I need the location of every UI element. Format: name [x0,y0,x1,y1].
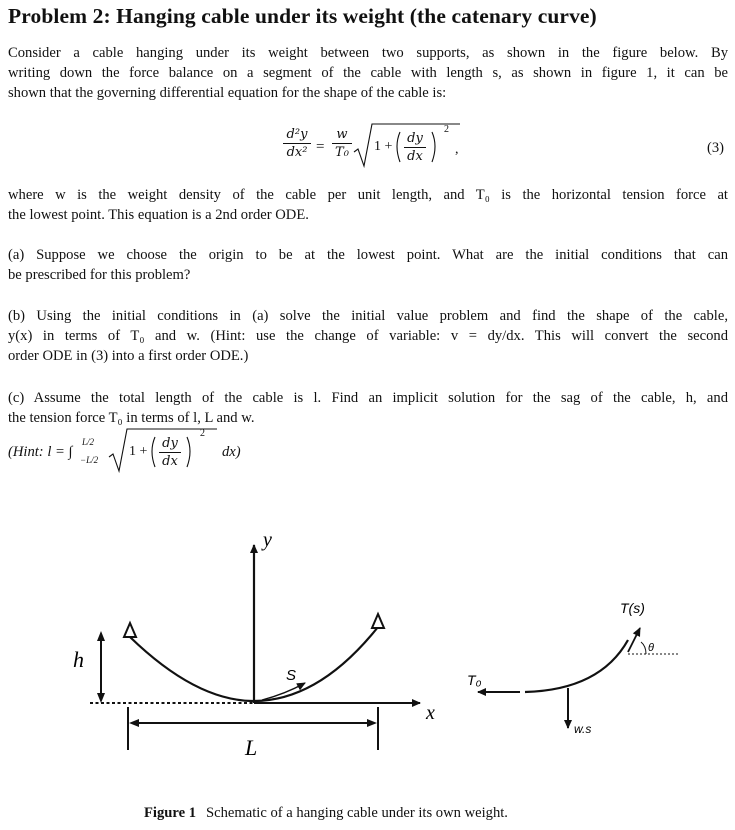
part-b-line: (b) Using the initial conditions in (a) solve the initial value problem and find the shape of the cable, [8,308,728,324]
T0-label: T₀ [467,672,482,688]
hint-suffix: dx) [222,444,241,460]
after-eq-line: where w is the weight density of the cable per unit length, and T₀ is the horizontal tension force at [8,187,728,203]
segment-curve [525,640,628,692]
hint-prefix: (Hint: l = ∫ [8,444,73,460]
intro-line: Consider a cable hanging under its weight between two supports, as shown in the figure below. By [8,45,728,61]
h-arrow-down-icon [97,693,105,703]
hint-one-plus: 1 + [129,444,148,459]
intro-line: shown that the governing differential equation for the shape of the cable is: [8,85,447,101]
L-arrow-left-icon [129,719,139,727]
figure-caption-text: Schematic of a hanging cable under its own weight. [206,805,508,821]
hint-numerator: dy [162,436,178,451]
eq-comma: , [455,142,459,157]
x-label: x [426,702,435,724]
eq-lhs-numerator: d²y [286,127,308,142]
intro-line: writing down the force balance on a segment of the cable with length s, as shown in figure 1, it can be [8,65,728,81]
part-c-line: (c) Assume the total length of the cable is l. Find an implicit solution for the sag of the cable, h, and [8,390,728,406]
eq-exponent: 2 [444,124,449,135]
hint-denominator: dx [162,454,178,469]
h-arrow-up-icon [97,631,105,641]
s-label: S [286,667,297,684]
figure-caption [144,805,508,822]
Ts-label: T(s) [620,600,645,616]
Ts-arrow [628,628,640,652]
left-support-icon [124,623,136,637]
L-arrow-right-icon [367,719,377,727]
equation-number: (3) [707,140,725,156]
y-label: y [263,529,272,551]
eq-lhs-denominator: dx² [286,145,308,160]
right-support-icon [372,614,384,628]
eq-inner-denominator: dx [407,149,423,164]
part-b-line: order ODE in (3) into a first order ODE.) [8,348,249,364]
ws-label: w.s [574,722,592,736]
eq-rhs-numerator: w [336,127,348,142]
part-b-line: y(x) in terms of T₀ and w. (Hint: use the change of variable: v = dy/dx. This will convert the second [8,328,728,344]
eq-inner-numerator: dy [407,131,423,146]
figure-caption-label: Figure 1 [144,805,197,821]
h-label: h [73,647,84,672]
eq-rhs-denominator: T₀ [335,145,349,160]
hint-upper-limit: L/2 [82,437,95,447]
problem-title: Problem 2: Hanging cable under its weight (the catenary curve) [8,4,597,28]
hint-lower-limit: −L/2 [80,455,99,465]
part-a-line: be prescribed for this problem? [8,267,191,283]
eq-equals: = [316,139,325,155]
eq-one-plus: 1 + [374,139,393,154]
hint-exponent: 2 [200,428,205,439]
theta-label: θ [648,642,654,654]
part-c-line: the tension force T₀ in terms of l, L and w. [8,410,255,426]
after-eq-line: the lowest point. This equation is a 2nd order ODE. [8,207,309,223]
theta-arc [641,642,646,654]
part-a-line: (a) Suppose we choose the origin to be at the lowest point. What are the initial conditions that can [8,247,728,263]
L-label: L [245,735,258,760]
